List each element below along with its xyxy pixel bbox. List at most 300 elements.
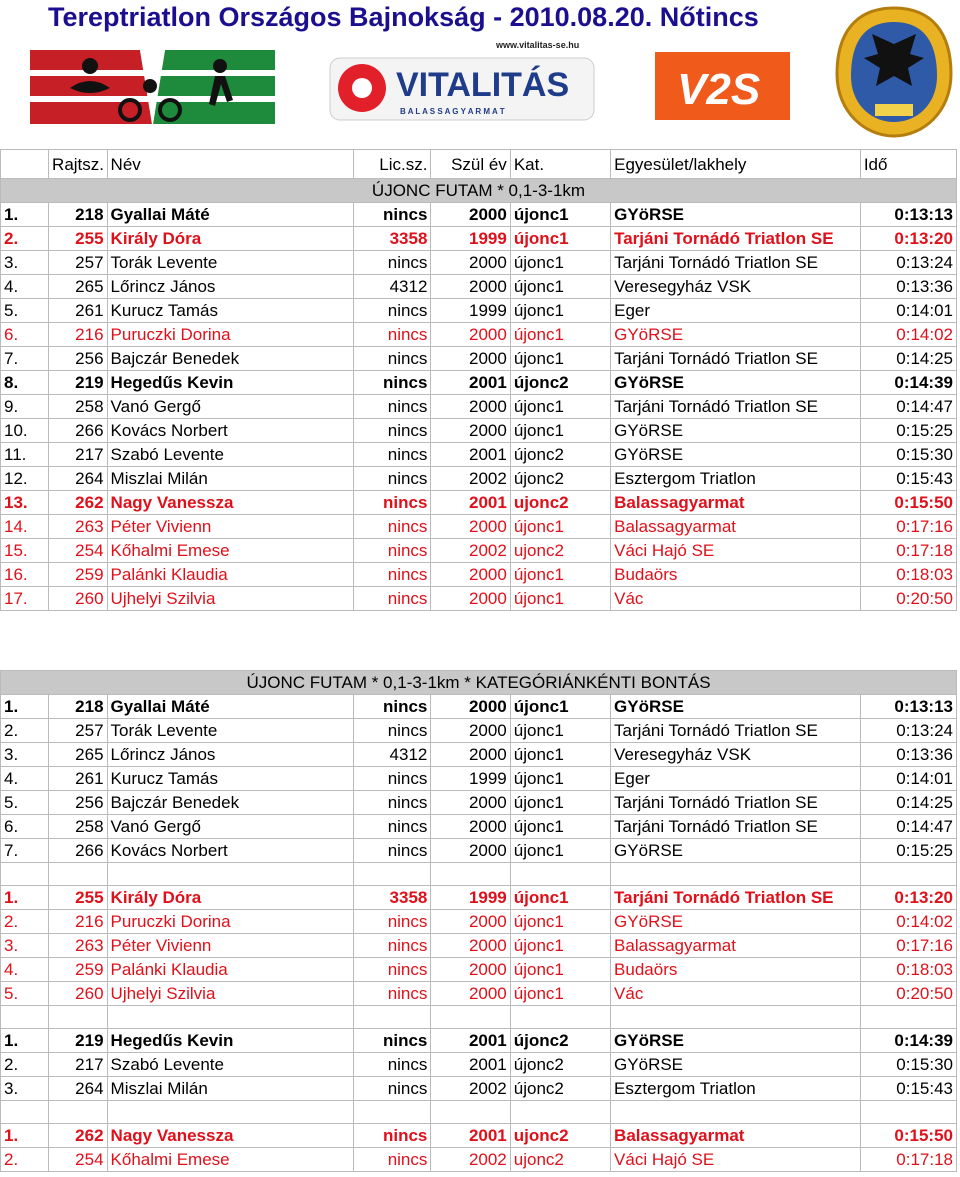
cell-lic: nincs bbox=[354, 371, 431, 395]
cell-club: Váci Hajó SE bbox=[611, 539, 861, 563]
table-row bbox=[1, 323, 957, 347]
cell-time: 0:17:18 bbox=[860, 1148, 956, 1172]
cell-name: Szabó Levente bbox=[107, 1053, 354, 1077]
cell-lic: nincs bbox=[354, 251, 431, 275]
cell-time: 0:14:39 bbox=[860, 1029, 956, 1053]
cell-year: 1999 bbox=[431, 886, 510, 910]
cell-bib: 255 bbox=[49, 886, 108, 910]
table-row bbox=[1, 491, 957, 515]
section-title: ÚJONC FUTAM * 0,1-3-1km bbox=[1, 179, 957, 203]
cell-rank: 6. bbox=[1, 323, 49, 347]
table-row bbox=[1, 1053, 957, 1077]
cell-bib: 256 bbox=[49, 791, 108, 815]
cell-year: 2000 bbox=[431, 815, 510, 839]
cell-year: 2000 bbox=[431, 347, 510, 371]
cell-time: 0:15:25 bbox=[860, 419, 956, 443]
table-row bbox=[1, 1029, 957, 1053]
cell-club: Vác bbox=[611, 587, 861, 611]
cell-time: 0:13:24 bbox=[860, 251, 956, 275]
cell-bib: 262 bbox=[49, 491, 108, 515]
cell-lic: nincs bbox=[354, 1053, 431, 1077]
section-header-row bbox=[1, 179, 957, 203]
cell-name: Király Dóra bbox=[107, 227, 354, 251]
cell-cat: újonc1 bbox=[510, 419, 610, 443]
cell-club: Balassagyarmat bbox=[611, 1124, 861, 1148]
cell-lic: 3358 bbox=[354, 886, 431, 910]
cell-time: 0:14:02 bbox=[860, 910, 956, 934]
cell-rank: 2. bbox=[1, 1053, 49, 1077]
cell-cat: újonc1 bbox=[510, 839, 610, 863]
cell-lic: nincs bbox=[354, 491, 431, 515]
cell-time: 0:14:39 bbox=[860, 371, 956, 395]
cell-time: 0:15:50 bbox=[860, 1124, 956, 1148]
table-row bbox=[1, 1124, 957, 1148]
cell-bib: 254 bbox=[49, 1148, 108, 1172]
cell-bib: 254 bbox=[49, 539, 108, 563]
cell-name: Lőrincz János bbox=[107, 743, 354, 767]
cell-lic: nincs bbox=[354, 395, 431, 419]
cell-bib: 218 bbox=[49, 695, 108, 719]
cell-cat: újonc1 bbox=[510, 251, 610, 275]
table-row bbox=[1, 910, 957, 934]
results-table bbox=[0, 149, 957, 611]
cell-bib: 263 bbox=[49, 934, 108, 958]
cell-name: Torák Levente bbox=[107, 719, 354, 743]
cell-year: 2001 bbox=[431, 371, 510, 395]
cell-bib: 265 bbox=[49, 275, 108, 299]
cell-lic: nincs bbox=[354, 467, 431, 491]
cell-bib: 216 bbox=[49, 323, 108, 347]
cell-name: Ujhelyi Szilvia bbox=[107, 587, 354, 611]
col-header-license: Lic.sz. bbox=[354, 150, 431, 179]
cell-time: 0:13:13 bbox=[860, 203, 956, 227]
cell-cat: újonc1 bbox=[510, 958, 610, 982]
cell-cat: újonc2 bbox=[510, 1077, 610, 1101]
cell-lic: nincs bbox=[354, 1148, 431, 1172]
cell-lic: nincs bbox=[354, 719, 431, 743]
cell-club: GYöRSE bbox=[611, 323, 861, 347]
cell-rank: 1. bbox=[1, 203, 49, 227]
table-row bbox=[1, 982, 957, 1006]
cell-lic: nincs bbox=[354, 539, 431, 563]
cell-cat: ujonc2 bbox=[510, 491, 610, 515]
cell-lic: nincs bbox=[354, 982, 431, 1006]
cell-club: Tarjáni Tornádó Triatlon SE bbox=[611, 347, 861, 371]
table-row bbox=[1, 886, 957, 910]
cell-cat: ujonc2 bbox=[510, 539, 610, 563]
cell-club: Tarjáni Tornádó Triatlon SE bbox=[611, 227, 861, 251]
table-row bbox=[1, 791, 957, 815]
category-results-table bbox=[0, 670, 957, 1172]
cell-rank: 1. bbox=[1, 695, 49, 719]
cell-club: Budaörs bbox=[611, 958, 861, 982]
cell-time: 0:14:02 bbox=[860, 323, 956, 347]
cell-club: GYöRSE bbox=[611, 1029, 861, 1053]
cell-bib: 216 bbox=[49, 910, 108, 934]
cell-rank: 10. bbox=[1, 419, 49, 443]
cell-rank: 1. bbox=[1, 1029, 49, 1053]
cell-year: 2001 bbox=[431, 1029, 510, 1053]
spacer-row bbox=[1, 863, 957, 886]
table-row bbox=[1, 395, 957, 419]
cell-rank: 2. bbox=[1, 227, 49, 251]
cell-name: Kőhalmi Emese bbox=[107, 539, 354, 563]
cell-club: Eger bbox=[611, 767, 861, 791]
cell-club: Tarjáni Tornádó Triatlon SE bbox=[611, 395, 861, 419]
cell-name: Kurucz Tamás bbox=[107, 767, 354, 791]
cell-name: Hegedűs Kevin bbox=[107, 1029, 354, 1053]
cell-lic: nincs bbox=[354, 958, 431, 982]
cell-time: 0:14:47 bbox=[860, 395, 956, 419]
cell-club: Balassagyarmat bbox=[611, 491, 861, 515]
cell-bib: 255 bbox=[49, 227, 108, 251]
cell-cat: újonc2 bbox=[510, 371, 610, 395]
cell-name: Kurucz Tamás bbox=[107, 299, 354, 323]
cell-lic: nincs bbox=[354, 815, 431, 839]
cell-rank: 8. bbox=[1, 371, 49, 395]
table-row bbox=[1, 958, 957, 982]
cell-cat: újonc1 bbox=[510, 323, 610, 347]
col-header-club: Egyesület/lakhely bbox=[611, 150, 861, 179]
cell-name: Kovács Norbert bbox=[107, 419, 354, 443]
cell-name: Palánki Klaudia bbox=[107, 958, 354, 982]
cell-bib: 261 bbox=[49, 299, 108, 323]
table-row bbox=[1, 563, 957, 587]
cell-bib: 264 bbox=[49, 1077, 108, 1101]
cell-cat: ujonc2 bbox=[510, 1124, 610, 1148]
cell-lic: 3358 bbox=[354, 227, 431, 251]
cell-time: 0:15:25 bbox=[860, 839, 956, 863]
column-header-row bbox=[1, 150, 957, 179]
col-header-category: Kat. bbox=[510, 150, 610, 179]
cell-cat: újonc1 bbox=[510, 791, 610, 815]
cell-time: 0:14:25 bbox=[860, 347, 956, 371]
cell-name: Nagy Vanessza bbox=[107, 491, 354, 515]
cell-name: Gyallai Máté bbox=[107, 203, 354, 227]
cell-rank: 6. bbox=[1, 815, 49, 839]
cell-cat: újonc1 bbox=[510, 934, 610, 958]
cell-name: Palánki Klaudia bbox=[107, 563, 354, 587]
cell-cat: újonc1 bbox=[510, 815, 610, 839]
table-row bbox=[1, 587, 957, 611]
cell-lic: nincs bbox=[354, 1124, 431, 1148]
cell-year: 2000 bbox=[431, 958, 510, 982]
cell-year: 2002 bbox=[431, 1077, 510, 1101]
cell-club: GYöRSE bbox=[611, 443, 861, 467]
cell-bib: 257 bbox=[49, 719, 108, 743]
cell-year: 2000 bbox=[431, 251, 510, 275]
cell-time: 0:14:01 bbox=[860, 767, 956, 791]
spacer-row bbox=[1, 1006, 957, 1029]
cell-year: 2000 bbox=[431, 743, 510, 767]
cell-cat: újonc1 bbox=[510, 275, 610, 299]
cell-club: Veresegyház VSK bbox=[611, 743, 861, 767]
cell-time: 0:20:50 bbox=[860, 982, 956, 1006]
cell-year: 2002 bbox=[431, 1148, 510, 1172]
cell-cat: újonc1 bbox=[510, 347, 610, 371]
cell-bib: 259 bbox=[49, 563, 108, 587]
cell-lic: nincs bbox=[354, 1077, 431, 1101]
cell-year: 2000 bbox=[431, 275, 510, 299]
cell-bib: 257 bbox=[49, 251, 108, 275]
spacer-row bbox=[1, 1101, 957, 1124]
cell-bib: 262 bbox=[49, 1124, 108, 1148]
cell-bib: 256 bbox=[49, 347, 108, 371]
cell-club: Veresegyház VSK bbox=[611, 275, 861, 299]
cell-club: Vác bbox=[611, 982, 861, 1006]
col-header-time: Idő bbox=[860, 150, 956, 179]
cell-year: 1999 bbox=[431, 299, 510, 323]
v2s-logo bbox=[655, 52, 790, 120]
table-row bbox=[1, 1148, 957, 1172]
cell-name: Bajczár Benedek bbox=[107, 791, 354, 815]
cell-year: 2000 bbox=[431, 419, 510, 443]
cell-cat: újonc1 bbox=[510, 910, 610, 934]
cell-rank: 4. bbox=[1, 958, 49, 982]
cell-name: Kőhalmi Emese bbox=[107, 1148, 354, 1172]
sponsor-url: www.vitalitas-se.hu bbox=[496, 40, 580, 50]
cell-year: 1999 bbox=[431, 227, 510, 251]
table-row bbox=[1, 467, 957, 491]
cell-cat: újonc1 bbox=[510, 299, 610, 323]
cell-time: 0:17:16 bbox=[860, 515, 956, 539]
cell-rank: 5. bbox=[1, 982, 49, 1006]
cell-year: 2001 bbox=[431, 443, 510, 467]
cell-club: Esztergom Triatlon bbox=[611, 467, 861, 491]
cell-year: 2000 bbox=[431, 910, 510, 934]
cell-name: Hegedűs Kevin bbox=[107, 371, 354, 395]
cell-lic: nincs bbox=[354, 443, 431, 467]
cell-name: Nagy Vanessza bbox=[107, 1124, 354, 1148]
cell-year: 2001 bbox=[431, 491, 510, 515]
table-row bbox=[1, 515, 957, 539]
cell-cat: újonc2 bbox=[510, 467, 610, 491]
cell-rank: 1. bbox=[1, 1124, 49, 1148]
v2s-logo-text: V2S bbox=[677, 65, 761, 114]
cell-cat: újonc1 bbox=[510, 695, 610, 719]
cell-club: GYöRSE bbox=[611, 419, 861, 443]
cell-time: 0:17:16 bbox=[860, 934, 956, 958]
cell-year: 2000 bbox=[431, 323, 510, 347]
cell-bib: 265 bbox=[49, 743, 108, 767]
cell-rank: 2. bbox=[1, 1148, 49, 1172]
section-header-row bbox=[1, 671, 957, 695]
cell-time: 0:15:50 bbox=[860, 491, 956, 515]
cell-name: Gyallai Máté bbox=[107, 695, 354, 719]
triathlon-logo bbox=[30, 48, 275, 126]
cell-rank: 7. bbox=[1, 839, 49, 863]
cell-rank: 9. bbox=[1, 395, 49, 419]
cell-club: GYöRSE bbox=[611, 695, 861, 719]
cell-rank: 4. bbox=[1, 767, 49, 791]
table-row bbox=[1, 443, 957, 467]
cell-bib: 218 bbox=[49, 203, 108, 227]
cell-bib: 264 bbox=[49, 467, 108, 491]
cell-name: Ujhelyi Szilvia bbox=[107, 982, 354, 1006]
cell-rank: 11. bbox=[1, 443, 49, 467]
cell-bib: 258 bbox=[49, 815, 108, 839]
vitalitas-logo bbox=[326, 52, 598, 124]
cell-year: 2001 bbox=[431, 1053, 510, 1077]
table-row bbox=[1, 371, 957, 395]
cell-club: Tarjáni Tornádó Triatlon SE bbox=[611, 886, 861, 910]
cell-cat: újonc1 bbox=[510, 982, 610, 1006]
cell-time: 0:14:25 bbox=[860, 791, 956, 815]
cell-time: 0:13:36 bbox=[860, 743, 956, 767]
cell-bib: 219 bbox=[49, 371, 108, 395]
cell-year: 2000 bbox=[431, 395, 510, 419]
vitalitas-logo-sub: B A L A S S A G Y A R M A T bbox=[400, 107, 505, 116]
cell-lic: nincs bbox=[354, 515, 431, 539]
cell-cat: újonc2 bbox=[510, 443, 610, 467]
cell-lic: nincs bbox=[354, 934, 431, 958]
cell-bib: 219 bbox=[49, 1029, 108, 1053]
cell-rank: 15. bbox=[1, 539, 49, 563]
cell-club: Balassagyarmat bbox=[611, 934, 861, 958]
cell-name: Király Dóra bbox=[107, 886, 354, 910]
cell-lic: nincs bbox=[354, 910, 431, 934]
cell-year: 2000 bbox=[431, 719, 510, 743]
page-title: Tereptriatlon Országos Bajnokság - 2010.08.20. Nőtincs bbox=[48, 2, 759, 32]
col-header-birth-year: Szül év bbox=[431, 150, 510, 179]
cell-lic: nincs bbox=[354, 203, 431, 227]
cell-year: 2002 bbox=[431, 539, 510, 563]
table-row bbox=[1, 767, 957, 791]
cell-lic: nincs bbox=[354, 419, 431, 443]
cell-bib: 217 bbox=[49, 1053, 108, 1077]
cell-club: Tarjáni Tornádó Triatlon SE bbox=[611, 791, 861, 815]
cell-name: Miszlai Milán bbox=[107, 1077, 354, 1101]
col-header-name: Név bbox=[107, 150, 354, 179]
cell-bib: 258 bbox=[49, 395, 108, 419]
cell-bib: 217 bbox=[49, 443, 108, 467]
cell-name: Bajczár Benedek bbox=[107, 347, 354, 371]
cell-year: 2000 bbox=[431, 563, 510, 587]
cell-lic: nincs bbox=[354, 563, 431, 587]
cell-rank: 5. bbox=[1, 299, 49, 323]
table-row bbox=[1, 275, 957, 299]
cell-rank: 17. bbox=[1, 587, 49, 611]
cell-time: 0:15:30 bbox=[860, 1053, 956, 1077]
cell-lic: nincs bbox=[354, 791, 431, 815]
cell-lic: 4312 bbox=[354, 743, 431, 767]
cell-club: Esztergom Triatlon bbox=[611, 1077, 861, 1101]
cell-cat: újonc1 bbox=[510, 767, 610, 791]
cell-rank: 13. bbox=[1, 491, 49, 515]
cell-rank: 3. bbox=[1, 934, 49, 958]
cell-cat: újonc1 bbox=[510, 515, 610, 539]
table-row bbox=[1, 719, 957, 743]
cell-time: 0:17:18 bbox=[860, 539, 956, 563]
cell-rank: 14. bbox=[1, 515, 49, 539]
cell-rank: 1. bbox=[1, 886, 49, 910]
cell-name: Miszlai Milán bbox=[107, 467, 354, 491]
cell-lic: nincs bbox=[354, 347, 431, 371]
cell-rank: 7. bbox=[1, 347, 49, 371]
cell-cat: újonc2 bbox=[510, 1053, 610, 1077]
cell-cat: újonc1 bbox=[510, 886, 610, 910]
cell-lic: 4312 bbox=[354, 275, 431, 299]
cell-year: 2000 bbox=[431, 695, 510, 719]
table-row bbox=[1, 839, 957, 863]
cell-lic: nincs bbox=[354, 767, 431, 791]
cell-year: 2000 bbox=[431, 203, 510, 227]
cell-year: 2000 bbox=[431, 587, 510, 611]
cell-cat: újonc1 bbox=[510, 563, 610, 587]
cell-club: Balassagyarmat bbox=[611, 515, 861, 539]
cell-year: 2002 bbox=[431, 467, 510, 491]
cell-cat: újonc1 bbox=[510, 227, 610, 251]
cell-time: 0:18:03 bbox=[860, 958, 956, 982]
cell-club: GYöRSE bbox=[611, 910, 861, 934]
cell-bib: 266 bbox=[49, 839, 108, 863]
cell-name: Lőrincz János bbox=[107, 275, 354, 299]
table-row bbox=[1, 743, 957, 767]
cell-lic: nincs bbox=[354, 587, 431, 611]
cell-cat: újonc1 bbox=[510, 587, 610, 611]
cell-bib: 261 bbox=[49, 767, 108, 791]
cell-cat: újonc2 bbox=[510, 1029, 610, 1053]
cell-time: 0:14:01 bbox=[860, 299, 956, 323]
cell-time: 0:14:47 bbox=[860, 815, 956, 839]
cell-club: GYöRSE bbox=[611, 839, 861, 863]
cell-year: 2000 bbox=[431, 982, 510, 1006]
cell-cat: újonc1 bbox=[510, 743, 610, 767]
cell-rank: 4. bbox=[1, 275, 49, 299]
table-row bbox=[1, 251, 957, 275]
cell-rank: 2. bbox=[1, 910, 49, 934]
table-row bbox=[1, 695, 957, 719]
cell-club: GYöRSE bbox=[611, 203, 861, 227]
cell-name: Puruczki Dorina bbox=[107, 323, 354, 347]
cell-name: Szabó Levente bbox=[107, 443, 354, 467]
cell-year: 2000 bbox=[431, 934, 510, 958]
cell-bib: 260 bbox=[49, 982, 108, 1006]
cell-rank: 16. bbox=[1, 563, 49, 587]
table-row bbox=[1, 934, 957, 958]
cell-rank: 3. bbox=[1, 251, 49, 275]
cell-bib: 259 bbox=[49, 958, 108, 982]
table-row bbox=[1, 815, 957, 839]
cell-club: GYöRSE bbox=[611, 371, 861, 395]
cell-year: 2000 bbox=[431, 515, 510, 539]
table-row bbox=[1, 1077, 957, 1101]
table-row bbox=[1, 539, 957, 563]
cell-rank: 2. bbox=[1, 719, 49, 743]
table-row bbox=[1, 299, 957, 323]
cell-name: Vanó Gergő bbox=[107, 815, 354, 839]
cell-rank: 5. bbox=[1, 791, 49, 815]
cell-time: 0:15:43 bbox=[860, 467, 956, 491]
cell-club: Tarjáni Tornádó Triatlon SE bbox=[611, 815, 861, 839]
cell-club: Tarjáni Tornádó Triatlon SE bbox=[611, 719, 861, 743]
table-row bbox=[1, 419, 957, 443]
cell-year: 2001 bbox=[431, 1124, 510, 1148]
cell-lic: nincs bbox=[354, 1029, 431, 1053]
cell-time: 0:20:50 bbox=[860, 587, 956, 611]
cell-bib: 263 bbox=[49, 515, 108, 539]
cell-time: 0:13:20 bbox=[860, 886, 956, 910]
cell-club: Budaörs bbox=[611, 563, 861, 587]
table-row bbox=[1, 203, 957, 227]
cell-lic: nincs bbox=[354, 299, 431, 323]
cell-rank: 3. bbox=[1, 1077, 49, 1101]
cell-cat: újonc1 bbox=[510, 719, 610, 743]
cell-year: 2000 bbox=[431, 791, 510, 815]
cell-time: 0:13:36 bbox=[860, 275, 956, 299]
coat-of-arms-logo bbox=[833, 4, 955, 140]
cell-rank: 3. bbox=[1, 743, 49, 767]
